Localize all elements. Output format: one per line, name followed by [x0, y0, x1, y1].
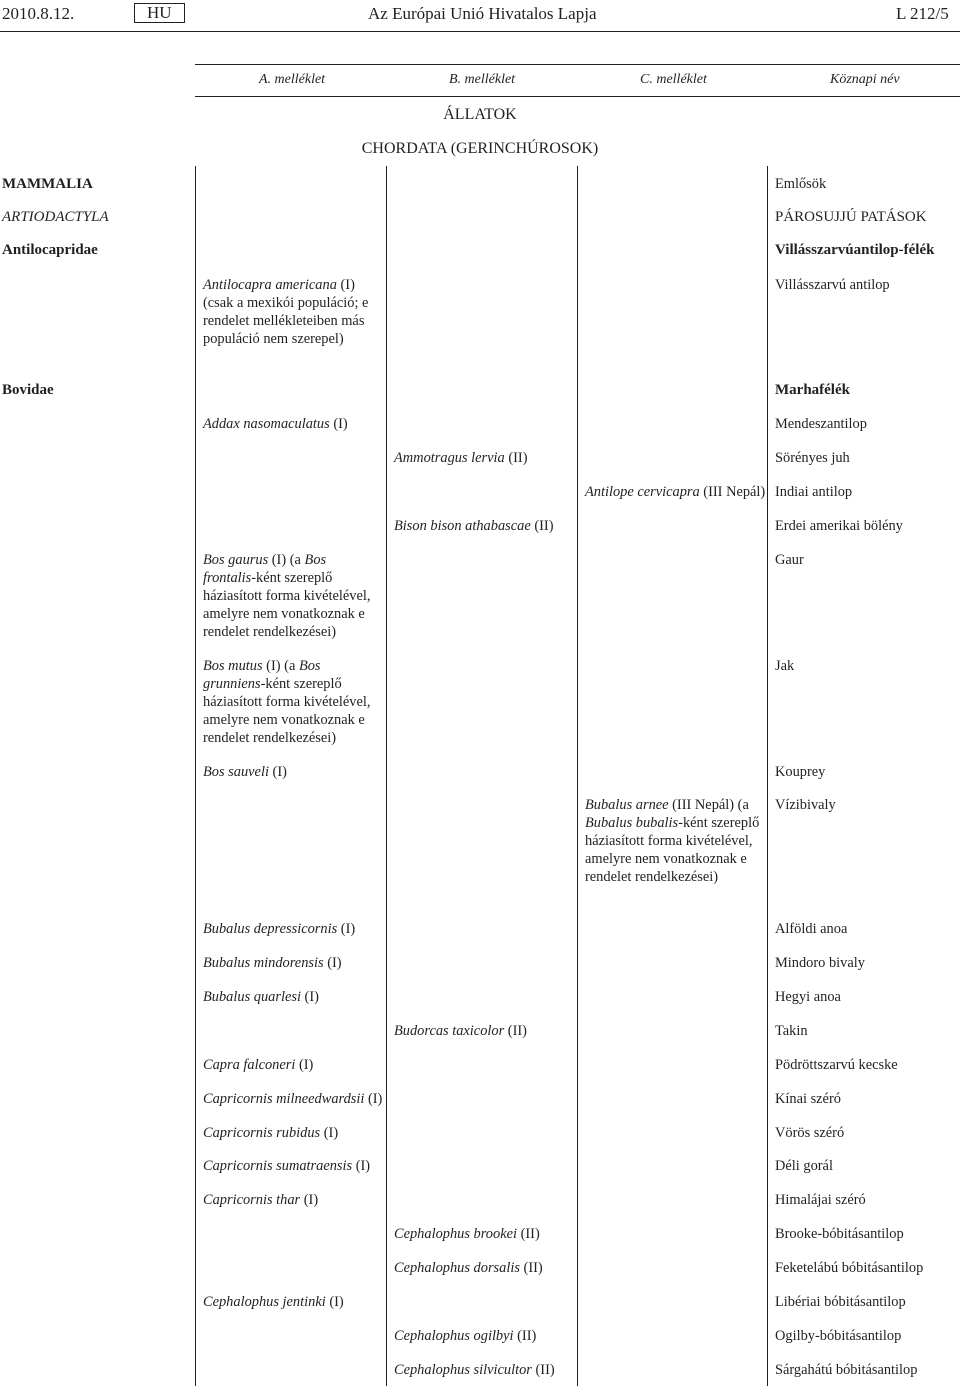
species-cell-b: Cephalophus silvicultor (II): [394, 1362, 555, 1378]
taxon-order-common: PÁROSUJJÚ PATÁSOK: [775, 209, 927, 225]
species-cell-a: Capra falconeri (I): [203, 1057, 314, 1073]
section-title: ÁLLATOK: [443, 106, 517, 123]
language-code-box: HU: [134, 3, 185, 23]
taxon-family-bovidae-common: Marhafélék: [775, 382, 850, 398]
common-name: Hegyi anoa: [775, 989, 841, 1005]
common-name: Kouprey: [775, 764, 826, 780]
common-name: Sörényes juh: [775, 450, 850, 466]
species-cell-a: Bos sauveli (I): [203, 764, 287, 780]
species-cell-a: Bos mutus (I) (a Bos grunniens-ként szereplő háziasított forma kivételével, amelyre nem vonatkoznak e rendelet rendelkezései): [203, 658, 371, 746]
species-cell-a: Capricornis thar (I): [203, 1192, 319, 1208]
common-name: Himalájai széró: [775, 1192, 866, 1208]
column-header-common: Köznapi név: [830, 72, 900, 87]
common-name: Mindoro bivaly: [775, 955, 865, 971]
header-rule: [0, 31, 960, 32]
taxon-class: MAMMALIA: [2, 176, 93, 192]
journal-title: Az Európai Unió Hivatalos Lapja: [368, 4, 597, 23]
publication-date: 2010.8.12.: [2, 4, 75, 23]
species-cell-b: Cephalophus dorsalis (II): [394, 1260, 543, 1276]
taxon-family-antilocapridae-common: Villásszarvúantilop-félék: [775, 242, 935, 258]
common-name: Sárgahátú bóbitásantilop: [775, 1362, 918, 1378]
taxon-family-antilocapridae: Antilocapridae: [2, 242, 98, 258]
common-name: Vízibivaly: [775, 797, 836, 813]
common-name: Jak: [775, 658, 795, 674]
common-name: Ogilby-bóbitásantilop: [775, 1328, 902, 1344]
common-name: Vörös széró: [775, 1125, 845, 1141]
species-cell-a: Capricornis rubidus (I): [203, 1125, 339, 1141]
page-number: L 212/5: [896, 4, 949, 23]
species-cell-b: Ammotragus lervia (II): [394, 450, 528, 466]
species-cell-c: Antilope cervicapra (III Nepál): [585, 484, 766, 500]
column-header-top-rule: [195, 64, 960, 65]
common-name: Erdei amerikai bölény: [775, 518, 903, 534]
common-name: Gaur: [775, 552, 804, 568]
taxon-order: ARTIODACTYLA: [2, 209, 109, 225]
common-name: Mendeszantilop: [775, 416, 867, 432]
species-cell-b: Budorcas taxicolor (II): [394, 1023, 527, 1039]
taxon-family-bovidae: Bovidae: [2, 382, 54, 398]
species-cell-a: Bos gaurus (I) (a Bos frontalis-ként szereplő háziasított forma kivételével, amelyre nem vonatkoznak e rendelet rendelkezései): [203, 552, 371, 640]
species-cell-a: Antilocapra americana (I) (csak a mexikói populáció; e rendelet mellékleteiben más populáció nem szerepel): [203, 277, 369, 347]
common-name: Pödröttszarvú kecske: [775, 1057, 898, 1073]
species-cell-a: Cephalophus jentinki (I): [203, 1294, 344, 1310]
species-cell-b: Bison bison athabascae (II): [394, 518, 554, 534]
column-header-b: B. melléklet: [449, 72, 516, 87]
common-name: Feketelábú bóbitásantilop: [775, 1260, 924, 1276]
column-header-a: A. melléklet: [259, 72, 326, 87]
species-cell-a: Capricornis sumatraensis (I): [203, 1158, 371, 1174]
species-cell-a: Bubalus quarlesi (I): [203, 989, 319, 1005]
species-cell-a: Bubalus depressicornis (I): [203, 921, 356, 937]
common-name: Déli gorál: [775, 1158, 833, 1174]
common-name: Alföldi anoa: [775, 921, 848, 937]
column-separator: [195, 166, 196, 1386]
common-name: Villásszarvú antilop: [775, 277, 890, 293]
species-cell-b: Cephalophus ogilbyi (II): [394, 1328, 537, 1344]
column-separator: [767, 166, 768, 1386]
common-name: Kínai széró: [775, 1091, 841, 1107]
column-separator: [577, 166, 578, 1386]
column-separator: [386, 166, 387, 1386]
common-name: Libériai bóbitásantilop: [775, 1294, 906, 1310]
taxon-class-common: Emlősök: [775, 176, 827, 192]
column-header-bottom-rule: [195, 96, 960, 97]
page-header: [0, 0, 960, 30]
species-cell-c: Bubalus arnee (III Nepál) (a Bubalus bubalis-ként szereplő háziasított forma kivételével, amelyre nem vonatkoznak e rendelet rendelkezései): [585, 797, 760, 885]
common-name: Brooke-bóbitásantilop: [775, 1226, 904, 1242]
section-subtitle: CHORDATA (GERINCHÚROSOK): [361, 140, 599, 157]
column-header-c: C. melléklet: [640, 72, 707, 87]
common-name: Takin: [775, 1023, 808, 1039]
species-name: Antilocapra americana: [203, 277, 337, 293]
species-cell-a: Capricornis milneedwardsii (I): [203, 1091, 383, 1107]
common-name: Indiai antilop: [775, 484, 853, 500]
species-cell-b: Cephalophus brookei (II): [394, 1226, 540, 1242]
species-cell-a: Addax nasomaculatus (I): [203, 416, 348, 432]
species-cell-a: Bubalus mindorensis (I): [203, 955, 342, 971]
